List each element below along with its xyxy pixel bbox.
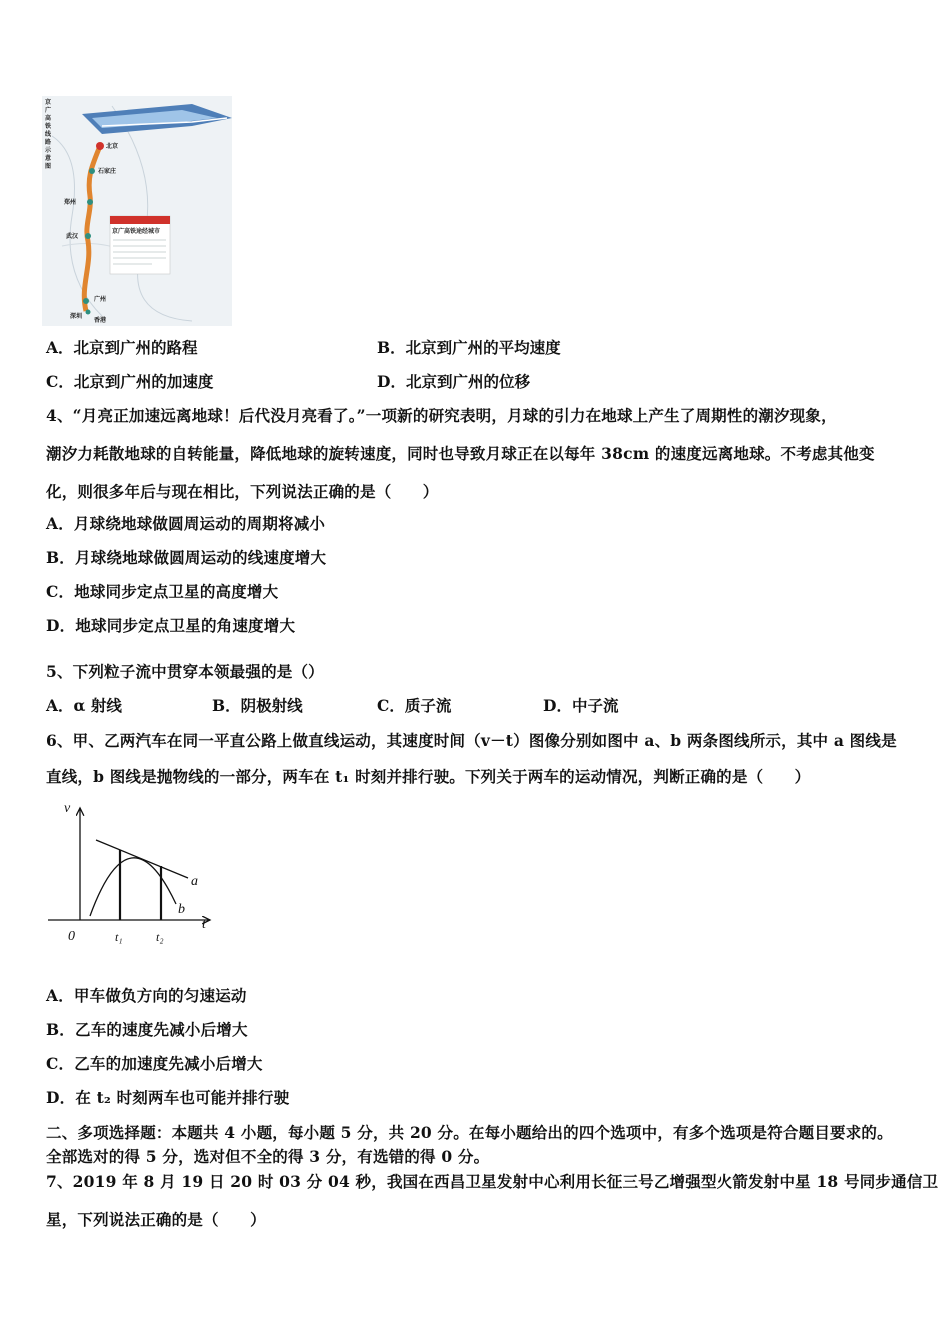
a-label: a bbox=[191, 874, 198, 889]
city-zhengzhou: 郑州 bbox=[64, 199, 77, 206]
q6-option-d[interactable]: D．在 t₂ 时刻两车也可能并排行驶 bbox=[46, 1088, 290, 1107]
q7-stem-line2: 星，下列说法正确的是（ ） bbox=[46, 1210, 266, 1229]
svg-text:图: 图 bbox=[45, 163, 52, 170]
origin-label: 0 bbox=[68, 929, 75, 944]
q5-stem: 5、下列粒子流中贯穿本领最强的是（） bbox=[46, 662, 324, 681]
q6-option-b[interactable]: B．乙车的速度先减小后增大 bbox=[46, 1020, 248, 1039]
map-title-vertical bbox=[44, 98, 52, 170]
vt-graph bbox=[40, 796, 220, 966]
q3-option-b[interactable]: B．北京到广州的平均速度 bbox=[377, 338, 561, 357]
city-beijing: 北京 bbox=[106, 143, 119, 150]
q4-option-d[interactable]: D．地球同步定点卫星的角速度增大 bbox=[46, 616, 296, 635]
q4-option-c[interactable]: C．地球同步定点卫星的高度增大 bbox=[46, 582, 279, 601]
curve-b bbox=[90, 858, 176, 916]
city-hongkong: 香港 bbox=[94, 317, 107, 324]
q5-option-c[interactable]: C．质子流 bbox=[377, 696, 452, 715]
q4-stem-line3: 化，则很多年后与现在相比，下列说法正确的是（ ） bbox=[46, 482, 439, 501]
q6-option-a[interactable]: A．甲车做负方向的匀速运动 bbox=[46, 986, 247, 1005]
q4-stem-line1: 4、“月亮正加速远离地球！后代没月亮看了。”一项新的研究表明，月球的引力在地球上产生了周期性的潮汐现象， bbox=[46, 406, 837, 425]
city-guangzhou: 广州 bbox=[94, 296, 107, 303]
q6-stem-line2: 直线，b 图线是抛物线的一部分，两车在 t₁ 时刻并排行驶。下列关于两车的运动情况，判断正确的是（ ） bbox=[46, 767, 811, 786]
q4-stem-line2: 潮汐力耗散地球的自转能量，降低地球的旋转速度，同时也导致月球正在以每年 38cm 的速度远离地球。不考虑其他变 bbox=[46, 444, 875, 463]
svg-text:铁: 铁 bbox=[45, 123, 52, 130]
legend-title: 京广高铁途经城市 bbox=[112, 228, 161, 235]
beijing-guangzhou-rail-map bbox=[42, 96, 232, 326]
svg-text:京: 京 bbox=[45, 99, 52, 106]
svg-text:意: 意 bbox=[45, 155, 52, 162]
b-label: b bbox=[178, 902, 185, 917]
svg-text:高: 高 bbox=[45, 115, 52, 122]
q5-option-b[interactable]: B．阴极射线 bbox=[212, 696, 303, 715]
q5-option-a[interactable]: A．α 射线 bbox=[46, 696, 122, 715]
q6-option-c[interactable]: C．乙车的加速度先减小后增大 bbox=[46, 1054, 263, 1073]
q6-stem-line1: 6、甲、乙两汽车在同一平直公路上做直线运动，其速度时间（v－t）图像分别如图中 a、b 两条图线所示，其中 a 图线是 bbox=[46, 731, 897, 750]
q4-option-b[interactable]: B．月球绕地球做圆周运动的线速度增大 bbox=[46, 548, 327, 567]
q5-option-d[interactable]: D．中子流 bbox=[543, 696, 619, 715]
q7-stem-line1: 7、2019 年 8 月 19 日 20 时 03 分 04 秒，我国在西昌卫星发射中心利用长征三号乙增强型火箭发射中星 18 号同步通信卫 bbox=[46, 1172, 939, 1191]
city-shijiazhuang: 石家庄 bbox=[98, 168, 117, 175]
q3-option-a[interactable]: A．北京到广州的路程 bbox=[46, 338, 198, 357]
city-shenzhen: 深圳 bbox=[70, 313, 83, 320]
q3-option-c[interactable]: C．北京到广州的加速度 bbox=[46, 372, 214, 391]
svg-text:路: 路 bbox=[45, 139, 52, 146]
section2-instructions-line1: 二、多项选择题：本题共 4 小题，每小题 5 分，共 20 分。在每小题给出的四个选项中，有多个选项是符合题目要求的。 bbox=[46, 1123, 893, 1142]
svg-text:广: 广 bbox=[45, 107, 52, 114]
city-wuhan: 武汉 bbox=[66, 233, 79, 240]
section2-instructions-line2: 全部选对的得 5 分，选对但不全的得 3 分，有选错的得 0 分。 bbox=[46, 1147, 490, 1166]
svg-text:线: 线 bbox=[45, 131, 52, 138]
q3-option-d[interactable]: D．北京到广州的位移 bbox=[377, 372, 530, 391]
t2-label: t₂ bbox=[156, 930, 164, 944]
svg-text:示: 示 bbox=[45, 147, 52, 154]
v-axis-label: v bbox=[64, 801, 71, 816]
t-axis-label: t bbox=[202, 917, 206, 932]
t1-label: t₁ bbox=[115, 930, 123, 944]
q4-option-a[interactable]: A．月球绕地球做圆周运动的周期将减小 bbox=[46, 514, 326, 533]
beijing-marker bbox=[96, 142, 104, 150]
